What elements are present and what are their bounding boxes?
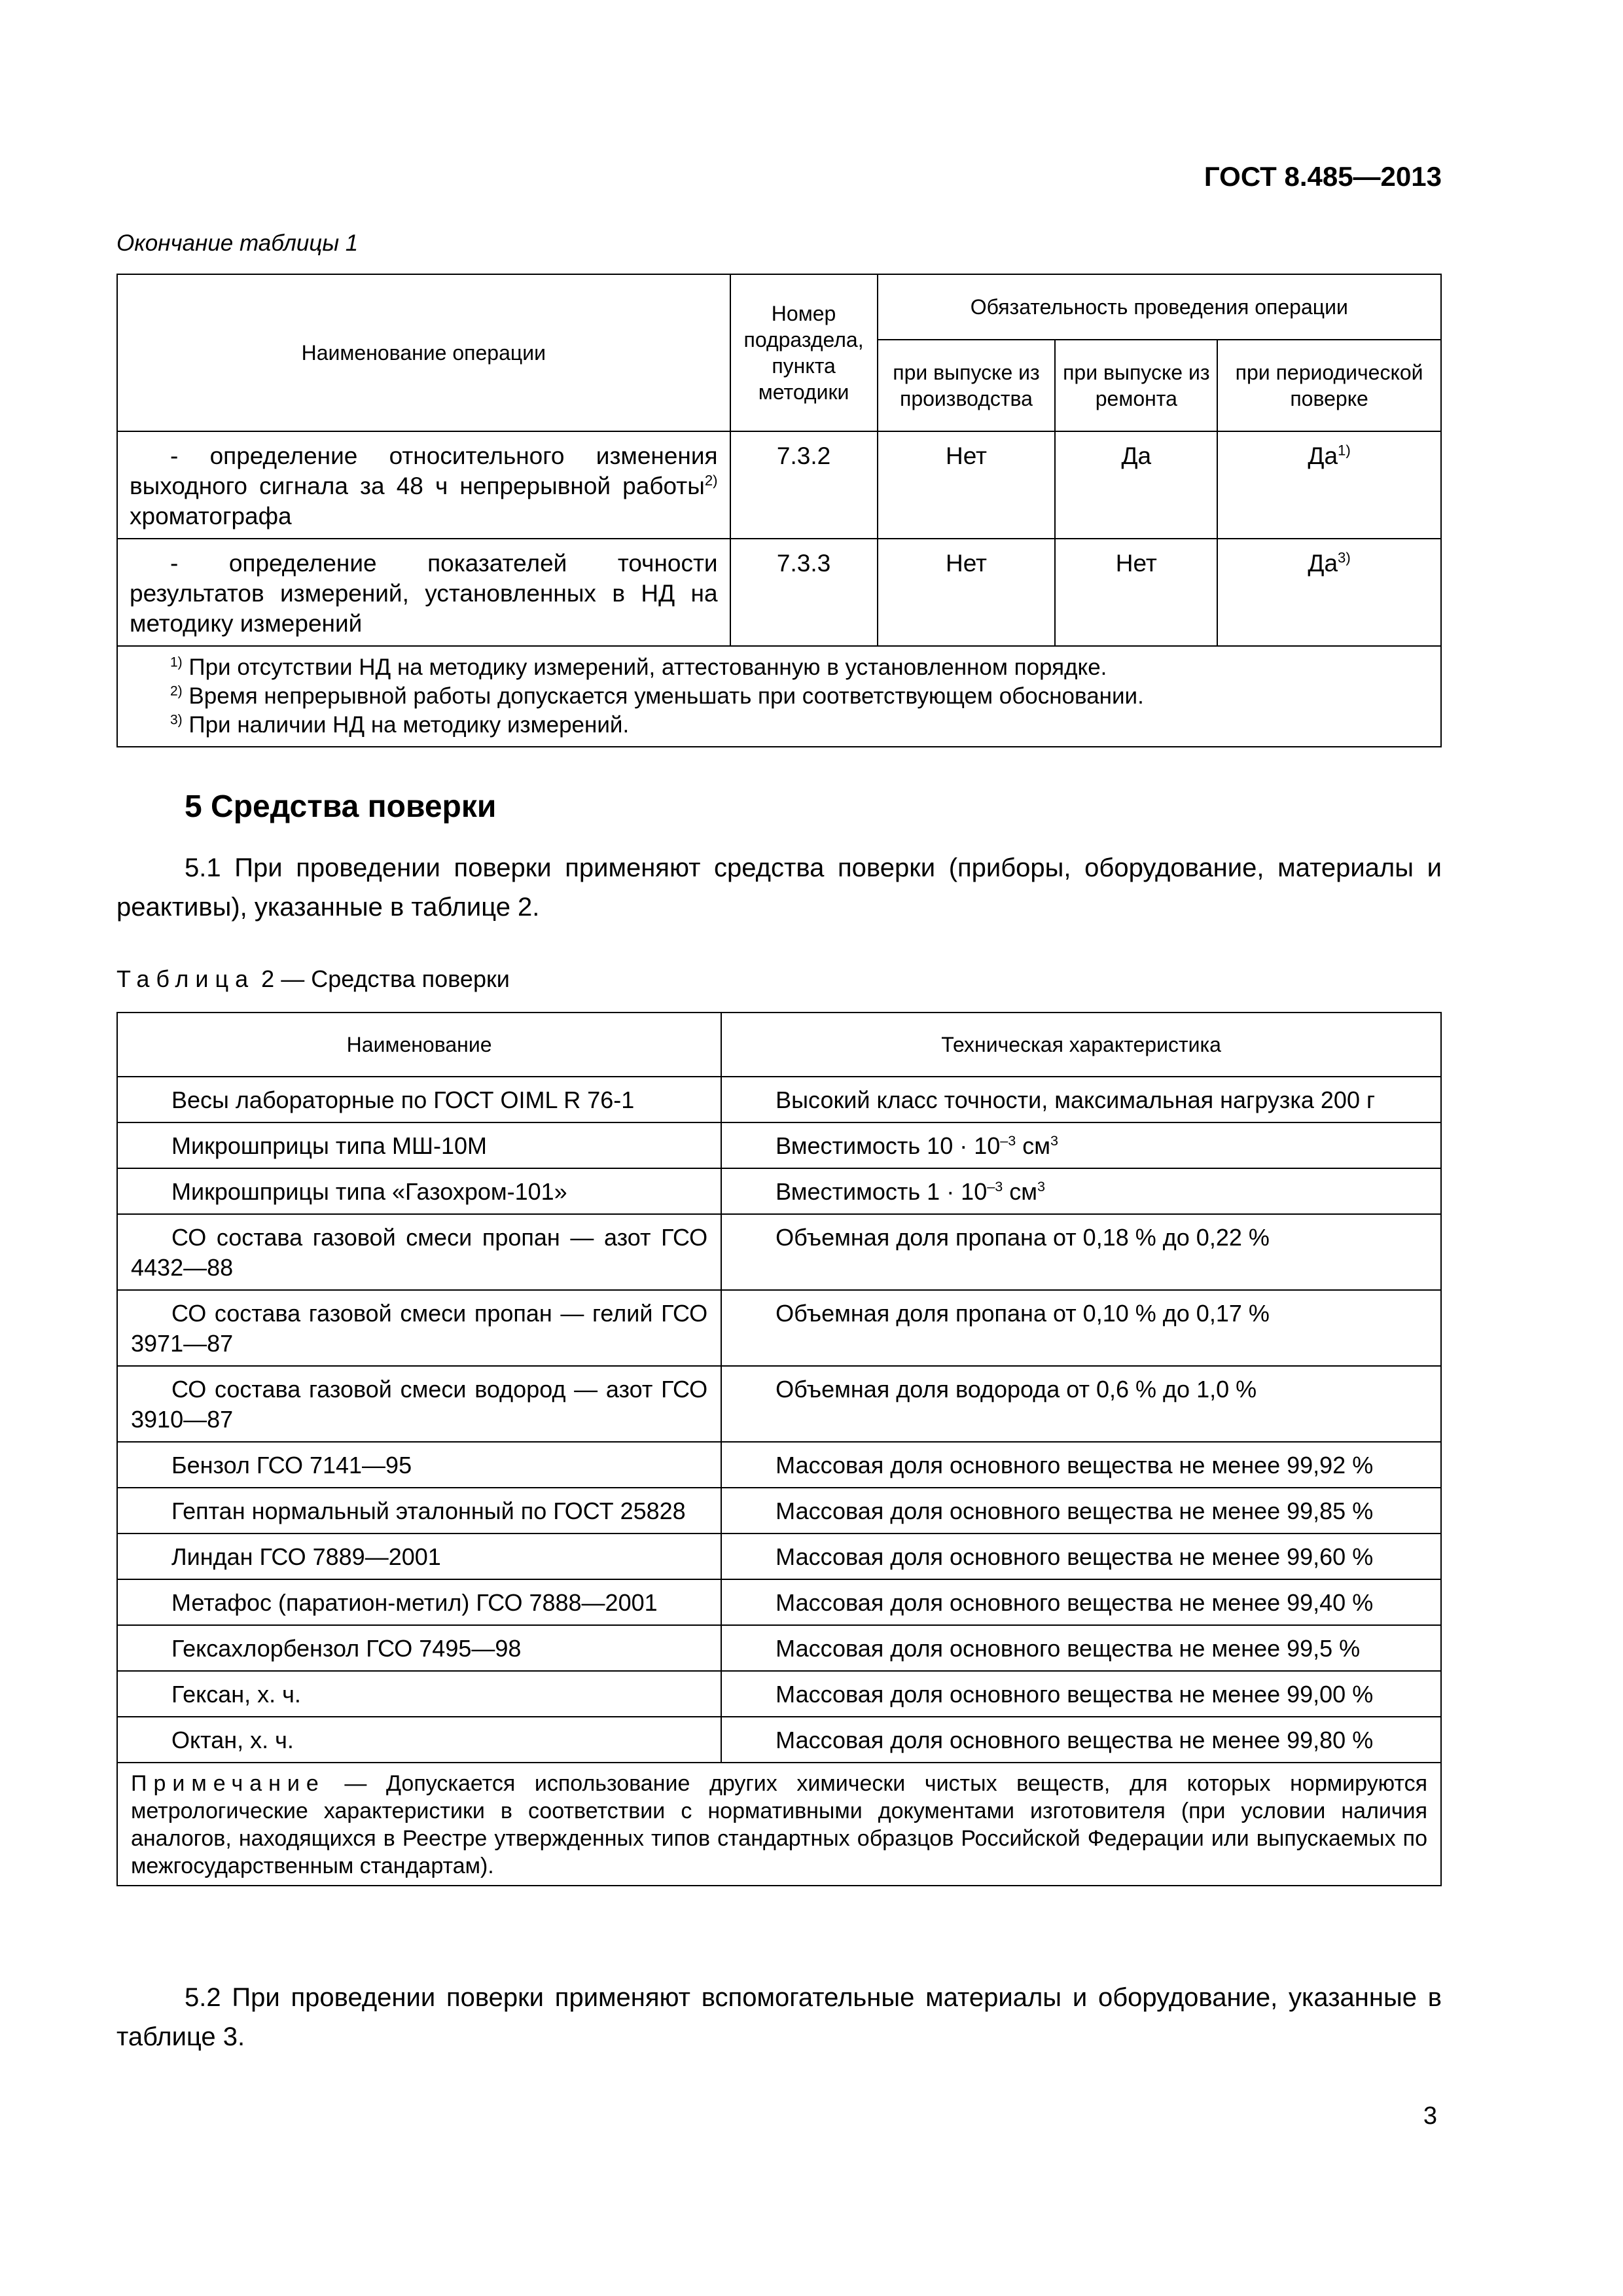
table-row xyxy=(117,1122,1441,1168)
table-row xyxy=(117,431,1441,539)
operation-text: - определение относительного изменения выходного сигнала за 48 ч непрерывной работы xyxy=(130,442,718,499)
th-release-production: при выпуске из производства xyxy=(878,340,1056,431)
char-cell: Высокий класс точности, максимальная нагрузка 200 г xyxy=(721,1077,1441,1122)
table-row xyxy=(117,1671,1441,1717)
table2-verification-means xyxy=(116,1012,1442,1886)
char-cell xyxy=(721,1122,1441,1168)
name-cell: СО состава газовой смеси водород — азот ГСО 3910—87 xyxy=(117,1366,721,1442)
footnotes-cell xyxy=(117,646,1441,747)
char-cell: Массовая доля основного вещества не менее 99,80 % xyxy=(721,1717,1441,1763)
table-row xyxy=(117,1168,1441,1214)
page-number: 3 xyxy=(1423,2102,1437,2130)
char-cell: Массовая доля основного вещества не менее 99,40 % xyxy=(721,1579,1441,1625)
operation-cell xyxy=(117,539,730,646)
th-mandatory: Обязательность проведения операции xyxy=(878,274,1441,340)
table-row xyxy=(117,1366,1441,1442)
footnote-text: При отсутствии НД на методику измерений, аттестованную в установленном порядке. xyxy=(188,655,1107,680)
char-cell: Массовая доля основного вещества не менее 99,60 % xyxy=(721,1534,1441,1579)
name-cell: Метафос (паратион-метил) ГСО 7888—2001 xyxy=(117,1579,721,1625)
name-cell: Микрошприцы типа МШ-10М xyxy=(117,1122,721,1168)
paragraph-5-1: 5.1 При проведении поверки применяют средства поверки (приборы, оборудование, материалы и реактивы), указанные в таблице 2. xyxy=(116,853,1442,922)
table-row xyxy=(117,1214,1441,1290)
table-row xyxy=(117,1579,1441,1625)
table2-caption xyxy=(116,965,510,993)
footnote-mark: 1) xyxy=(170,655,183,670)
unit: см xyxy=(1003,1178,1038,1205)
operation-cell xyxy=(117,431,730,539)
footnote-text: Время непрерывной работы допускается уменьшать при соответствующем обосновании. xyxy=(188,683,1144,709)
section-title: 5 Средства поверки xyxy=(185,789,497,824)
repair-cell: Нет xyxy=(1055,539,1217,646)
paragraph-5-2: 5.2 При проведении поверки применяют вспомогательные материалы и оборудование, указанные в таблице 3. xyxy=(116,1983,1442,2051)
char-cell: Объемная доля водорода от 0,6 % до 1,0 % xyxy=(721,1366,1441,1442)
exponent: –3 xyxy=(987,1178,1003,1194)
note-label: Примечание xyxy=(131,1771,325,1796)
periodic-value: Да xyxy=(1308,550,1338,577)
char-cell: Объемная доля пропана от 0,10 % до 0,17 % xyxy=(721,1290,1441,1366)
name-cell: Гексахлорбензол ГСО 7495—98 xyxy=(117,1625,721,1671)
table-row xyxy=(117,1488,1441,1534)
operation-text: - определение показателей точности результатов измерений, установленных в НД на методику измерений xyxy=(130,550,718,637)
table2-caption-word: Таблица xyxy=(116,965,255,992)
unit-exponent: 3 xyxy=(1037,1178,1046,1194)
footnote xyxy=(170,711,1429,740)
footnote-ref: 1) xyxy=(1338,442,1351,459)
th-section-number: Номер подраздела, пункта методики xyxy=(730,274,878,431)
repair-cell: Да xyxy=(1055,431,1217,539)
section-number-cell: 7.3.3 xyxy=(730,539,878,646)
note-row xyxy=(117,1763,1441,1886)
name-cell: Гексан, х. ч. xyxy=(117,1671,721,1717)
exponent: –3 xyxy=(1000,1132,1016,1149)
th-periodic: при периодической поверке xyxy=(1217,340,1441,431)
note-text: — Допускается использование других химически чистых веществ, для которых нормируются метрологические характеристики в соответствии с нормативными документами изготовителя (при условии наличия аналогов, находящихся в Реестре утвержденных типов стандартных образцов Российской Федерации или выпускаемых по межгосударственным стандартам). xyxy=(131,1771,1427,1878)
footnote-ref: 3) xyxy=(1338,549,1351,566)
table2-caption-rest: 2 — Средства поверки xyxy=(261,965,510,992)
name-cell: Гептан нормальный эталонный по ГОСТ 25828 xyxy=(117,1488,721,1534)
char-cell: Объемная доля пропана от 0,18 % до 0,22 % xyxy=(721,1214,1441,1290)
unit: см xyxy=(1016,1132,1051,1159)
table-row xyxy=(117,1534,1441,1579)
footnote-mark: 3) xyxy=(170,712,183,728)
char-cell: Массовая доля основного вещества не менее 99,92 % xyxy=(721,1442,1441,1488)
footnote-ref: 2) xyxy=(704,472,718,489)
table-row xyxy=(117,1625,1441,1671)
char-cell: Массовая доля основного вещества не менее 99,85 % xyxy=(721,1488,1441,1534)
footnote-mark: 2) xyxy=(170,683,183,699)
name-cell: Октан, х. ч. xyxy=(117,1717,721,1763)
table-row xyxy=(117,1442,1441,1488)
th-operation-name: Наименование операции xyxy=(117,274,730,431)
table-row xyxy=(117,1077,1441,1122)
document-code: ГОСТ 8.485—2013 xyxy=(1204,161,1442,192)
periodic-cell xyxy=(1217,539,1441,646)
name-cell: Линдан ГСО 7889—2001 xyxy=(117,1534,721,1579)
operation-text-tail: хроматографа xyxy=(130,503,292,529)
footnote xyxy=(170,682,1429,711)
table-row xyxy=(117,1290,1441,1366)
table1-continuation-label: Окончание таблицы 1 xyxy=(116,230,359,256)
footnote xyxy=(170,653,1429,682)
table2-note xyxy=(117,1763,1441,1886)
th-name: Наименование xyxy=(117,1013,721,1077)
char-cell xyxy=(721,1168,1441,1214)
table1-operations xyxy=(116,274,1442,747)
periodic-cell xyxy=(1217,431,1441,539)
production-cell: Нет xyxy=(878,539,1056,646)
periodic-value: Да xyxy=(1308,442,1338,469)
name-cell: Бензол ГСО 7141—95 xyxy=(117,1442,721,1488)
footnotes-row xyxy=(117,646,1441,747)
footnote-text: При наличии НД на методику измерений. xyxy=(188,712,630,738)
char-text: Вместимость 10 · 10 xyxy=(776,1132,1001,1159)
char-text: Вместимость 1 · 10 xyxy=(776,1178,988,1205)
table-row xyxy=(117,1717,1441,1763)
name-cell: Микрошприцы типа «Газохром-101» xyxy=(117,1168,721,1214)
unit-exponent: 3 xyxy=(1050,1132,1059,1149)
th-release-repair: при выпуске из ремонта xyxy=(1055,340,1217,431)
section-number-cell: 7.3.2 xyxy=(730,431,878,539)
production-cell: Нет xyxy=(878,431,1056,539)
char-cell: Массовая доля основного вещества не менее 99,00 % xyxy=(721,1671,1441,1717)
name-cell: Весы лабораторные по ГОСТ OIML R 76-1 xyxy=(117,1077,721,1122)
char-cell: Массовая доля основного вещества не менее 99,5 % xyxy=(721,1625,1441,1671)
table-row xyxy=(117,539,1441,646)
name-cell: СО состава газовой смеси пропан — гелий ГСО 3971—87 xyxy=(117,1290,721,1366)
th-characteristic: Техническая характеристика xyxy=(721,1013,1441,1077)
name-cell: СО состава газовой смеси пропан — азот ГСО 4432—88 xyxy=(117,1214,721,1290)
